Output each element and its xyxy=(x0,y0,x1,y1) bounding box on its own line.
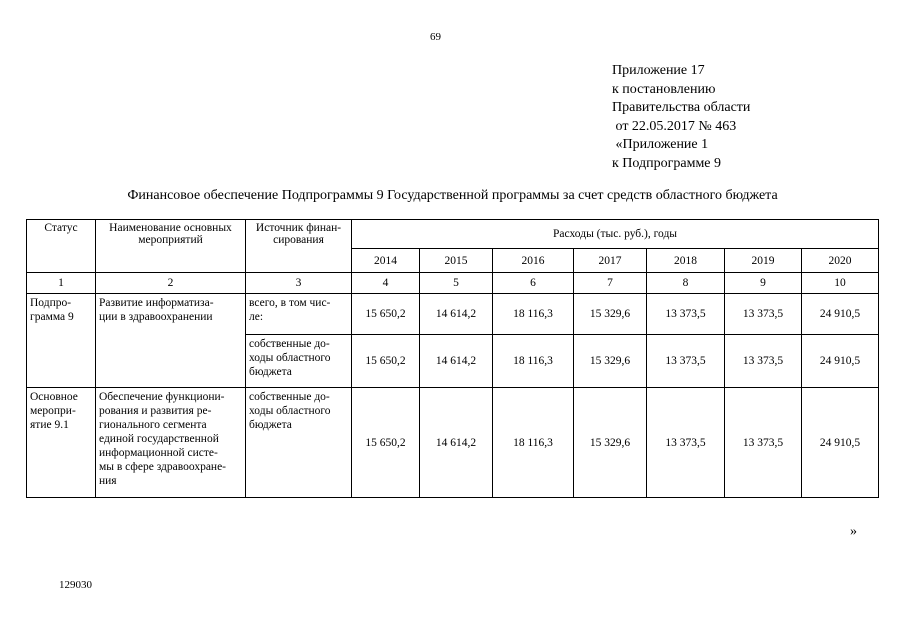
year-2014: 2014 xyxy=(352,249,420,273)
status-cell xyxy=(27,294,96,388)
source-cell xyxy=(246,335,352,388)
column-number: 2 xyxy=(96,273,246,294)
source-line: ле: xyxy=(249,311,264,323)
column-number: 9 xyxy=(725,273,802,294)
value-cell: 15 329,6 xyxy=(574,335,647,388)
source-line: всего, в том чис- xyxy=(249,297,331,309)
value-cell: 15 650,2 xyxy=(352,388,420,498)
name-line: информационной систе- xyxy=(99,447,218,459)
name-line: Обеспечение функциони- xyxy=(99,391,225,403)
name-line: ции в здравоохранении xyxy=(99,311,213,323)
source-line: собственные до- xyxy=(249,338,330,350)
value-cell: 18 116,3 xyxy=(493,388,574,498)
name-line: рования и развития ре- xyxy=(99,405,212,417)
status-line: ятие 9.1 xyxy=(30,419,69,431)
value-cell: 15 650,2 xyxy=(352,335,420,388)
annex-line: Приложение 17 xyxy=(612,63,705,78)
column-number: 7 xyxy=(574,273,647,294)
source-line: собственные до- xyxy=(249,391,330,403)
column-number: 4 xyxy=(352,273,420,294)
value-cell: 13 373,5 xyxy=(725,294,802,335)
status-line: Подпро- xyxy=(30,297,72,309)
year-2016: 2016 xyxy=(493,249,574,273)
value-cell: 24 910,5 xyxy=(802,335,879,388)
year-2018: 2018 xyxy=(647,249,725,273)
header-source-line: Источник финан- xyxy=(255,222,342,234)
value-cell: 13 373,5 xyxy=(647,294,725,335)
annex-header xyxy=(612,62,750,173)
name-line: гионального сегмента xyxy=(99,419,207,431)
header-name-line: мероприятий xyxy=(138,234,203,246)
name-line: ния xyxy=(99,475,117,487)
column-number: 5 xyxy=(420,273,493,294)
year-2015: 2015 xyxy=(420,249,493,273)
name-line: мы в сфере здравоохране- xyxy=(99,461,227,473)
value-cell: 15 650,2 xyxy=(352,294,420,335)
table-row xyxy=(27,388,879,498)
header-expenses xyxy=(352,220,879,249)
column-number: 1 xyxy=(27,273,96,294)
header-status xyxy=(27,220,96,273)
name-cell xyxy=(96,388,246,498)
value-cell: 13 373,5 xyxy=(725,388,802,498)
value-cell: 18 116,3 xyxy=(493,294,574,335)
value-cell: 13 373,5 xyxy=(647,335,725,388)
source-line: бюджета xyxy=(249,419,292,431)
financing-table xyxy=(26,219,879,498)
annex-line: Правительства области xyxy=(612,100,751,115)
annex-line: к Подпрограмме 9 xyxy=(612,155,722,171)
value-cell: 13 373,5 xyxy=(647,388,725,498)
page-number: 69 xyxy=(430,31,441,43)
source-line: бюджета xyxy=(249,366,292,378)
header-status-label: Статус xyxy=(44,222,78,234)
source-line: ходы областного xyxy=(249,352,331,364)
header-expenses-label: Расходы (тыс. руб.), годы xyxy=(553,228,678,240)
column-number: 10 xyxy=(802,273,879,294)
source-cell xyxy=(246,388,352,498)
value-cell: 18 116,3 xyxy=(493,335,574,388)
value-cell: 14 614,2 xyxy=(420,294,493,335)
status-line: грамма 9 xyxy=(30,311,74,323)
value-cell: 15 329,6 xyxy=(574,294,647,335)
annex-line: от 22.05.2017 № 463 xyxy=(612,118,737,134)
source-line: ходы областного xyxy=(249,405,331,417)
name-cell xyxy=(96,294,246,388)
document-title: Финансовое обеспечение Подпрограммы 9 Государственной программы за счет средств областного бюджета xyxy=(127,188,778,203)
header-name-line: Наименование основных xyxy=(109,222,232,234)
closing-quote-mark: » xyxy=(850,524,857,539)
status-line: Основное xyxy=(30,391,78,403)
value-cell: 14 614,2 xyxy=(420,388,493,498)
value-cell: 14 614,2 xyxy=(420,335,493,388)
column-number: 8 xyxy=(647,273,725,294)
annex-line: «Приложение 1 xyxy=(612,137,709,152)
numbering-row xyxy=(27,273,879,294)
header-source xyxy=(246,220,352,273)
header-name xyxy=(96,220,246,273)
name-line: Развитие информатиза- xyxy=(99,297,214,309)
name-line: единой государственной xyxy=(99,433,219,445)
column-number: 3 xyxy=(246,273,352,294)
document-code: 129030 xyxy=(59,579,92,591)
status-cell xyxy=(27,388,96,498)
source-cell xyxy=(246,294,352,335)
value-cell: 15 329,6 xyxy=(574,388,647,498)
status-line: меропри- xyxy=(30,405,76,417)
value-cell: 24 910,5 xyxy=(802,294,879,335)
value-cell: 24 910,5 xyxy=(802,388,879,498)
table-row xyxy=(27,294,879,335)
column-number: 6 xyxy=(493,273,574,294)
annex-line: к постановлению xyxy=(612,81,716,97)
header-source-line: сирования xyxy=(273,234,324,246)
year-2019: 2019 xyxy=(725,249,802,273)
value-cell: 13 373,5 xyxy=(725,335,802,388)
year-2017: 2017 xyxy=(574,249,647,273)
year-2020: 2020 xyxy=(802,249,879,273)
